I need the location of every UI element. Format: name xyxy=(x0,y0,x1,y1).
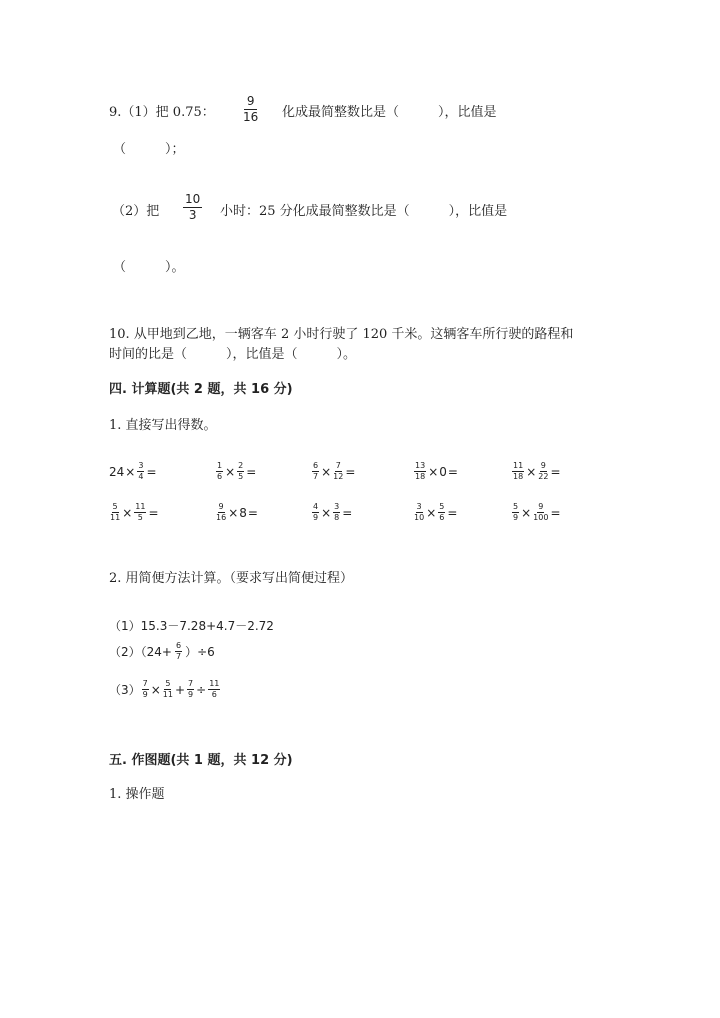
fraction-denominator: 5 xyxy=(137,513,143,522)
equals-sign: = xyxy=(345,464,356,479)
fraction-numerator: 5 xyxy=(439,502,445,511)
expr-3 xyxy=(109,680,221,699)
fraction-denominator: 5 xyxy=(238,472,244,481)
expr-2-fraction xyxy=(175,642,182,661)
expr-2-prefix: （2）（24+ xyxy=(109,645,172,659)
equals-sign: = xyxy=(550,464,561,479)
fraction-numerator: 2 xyxy=(238,461,244,470)
q9-p2-fraction xyxy=(182,193,203,221)
q9-p1-fraction xyxy=(242,95,259,123)
section4-q2-title: 2. 用简便方法计算。（要求写出简便过程） xyxy=(109,571,354,586)
fraction-denominator: 9 xyxy=(513,513,519,522)
fraction-numerator: 9 xyxy=(244,95,258,110)
fraction xyxy=(216,503,226,522)
expr-1: （1）15.3－7.28+4.7－2.72 xyxy=(109,619,274,633)
expr-3-body xyxy=(141,680,222,699)
calc-item xyxy=(413,462,459,481)
expr-3-label: （3） xyxy=(109,683,141,697)
fraction xyxy=(208,680,220,699)
fraction-denominator: 9 xyxy=(313,513,319,522)
fraction-denominator: 11 xyxy=(162,690,173,699)
fraction-denominator: 16 xyxy=(243,110,259,124)
q10-line1: 10. 从甲地到乙地，一辆客车 2 小时行驶了 120 千米。这辆客车所行驶的路程和 xyxy=(109,327,574,342)
operator-sign: ÷ xyxy=(196,682,207,697)
fraction-denominator: 10 xyxy=(414,513,425,522)
q9-p2-suffix: 小时：25 分化成最简整数比是（ ），比值是 xyxy=(220,204,508,219)
calc-item xyxy=(109,462,158,481)
fraction xyxy=(134,503,146,522)
calc-item xyxy=(413,503,458,522)
fraction xyxy=(110,503,120,522)
fraction xyxy=(237,462,244,481)
times-sign: × xyxy=(125,464,136,479)
fraction-numerator: 6 xyxy=(313,461,319,470)
expr-2-suffix: ）÷6 xyxy=(185,645,215,659)
fraction-numerator: 9 xyxy=(540,461,546,470)
equals-sign: = xyxy=(148,505,159,520)
calc-tail-number: 8 xyxy=(239,505,247,520)
times-sign: × xyxy=(321,505,332,520)
times-sign: × xyxy=(426,505,437,520)
calc-item xyxy=(215,462,257,481)
fraction-numerator: 10 xyxy=(185,192,201,206)
fraction-numerator: 5 xyxy=(165,679,171,688)
fraction xyxy=(512,462,524,481)
equals-sign: = xyxy=(447,505,458,520)
fraction-numerator: 3 xyxy=(416,502,422,511)
times-sign: × xyxy=(521,505,532,520)
calc-item xyxy=(511,462,562,481)
fraction-denominator: 9 xyxy=(142,690,148,699)
fraction-numerator: 7 xyxy=(188,679,194,688)
q9-p1-prefix: 9.（1）把 0.75： xyxy=(109,105,215,120)
fraction-numerator: 1 xyxy=(217,461,223,470)
fraction xyxy=(512,503,519,522)
q9-p2-prefix: （2）把 xyxy=(112,204,160,219)
fraction-denominator: 18 xyxy=(513,472,524,481)
q9-p1-suffix: 化成最简整数比是（ ），比值是 xyxy=(282,105,497,120)
fraction-numerator: 9 xyxy=(538,502,544,511)
fraction-numerator: 7 xyxy=(335,461,341,470)
calc-item xyxy=(511,503,562,522)
fraction-numerator: 11 xyxy=(135,502,146,511)
equals-sign: = xyxy=(550,505,561,520)
calc-item xyxy=(311,503,353,522)
times-sign: × xyxy=(122,505,133,520)
fraction-denominator: 6 xyxy=(211,690,217,699)
fraction-denominator: 9 xyxy=(188,690,194,699)
fraction xyxy=(533,503,548,522)
fraction-numerator: 6 xyxy=(175,641,182,650)
operator-sign: + xyxy=(174,682,186,697)
fraction-denominator: 16 xyxy=(216,513,227,522)
fraction-denominator: 6 xyxy=(217,472,223,481)
fraction xyxy=(414,462,426,481)
fraction xyxy=(333,503,340,522)
equals-sign: = xyxy=(342,505,353,520)
calc-item xyxy=(215,503,259,522)
fraction xyxy=(216,462,223,481)
fraction xyxy=(333,462,343,481)
fraction xyxy=(414,503,424,522)
expr-2 xyxy=(109,642,215,661)
fraction-denominator: 12 xyxy=(333,472,344,481)
fraction-numerator: 4 xyxy=(313,502,319,511)
fraction xyxy=(187,680,194,699)
fraction xyxy=(163,680,173,699)
fraction-numerator: 9 xyxy=(218,502,224,511)
fraction-numerator: 13 xyxy=(415,461,426,470)
fraction-denominator: 100 xyxy=(533,513,549,522)
fraction xyxy=(438,503,445,522)
fraction-denominator: 7 xyxy=(175,652,182,661)
calc-item xyxy=(311,462,356,481)
equals-sign: = xyxy=(246,464,257,479)
calc-item xyxy=(109,503,160,522)
fraction-numerator: 3 xyxy=(138,461,144,470)
fraction-numerator: 5 xyxy=(112,502,118,511)
fraction-denominator: 18 xyxy=(415,472,426,481)
times-sign: × xyxy=(225,464,236,479)
times-sign: × xyxy=(428,464,439,479)
fraction xyxy=(312,503,319,522)
equals-sign: = xyxy=(146,464,157,479)
fraction-denominator: 6 xyxy=(439,513,445,522)
section5-q1-title: 1. 操作题 xyxy=(109,787,165,802)
fraction-numerator: 5 xyxy=(513,502,519,511)
calc-tail-number: 0 xyxy=(439,464,447,479)
equals-sign: = xyxy=(247,505,258,520)
section5-title: 五. 作图题(共 1 题，共 12 分) xyxy=(109,753,293,768)
section4-q1-title: 1. 直接写出得数。 xyxy=(109,418,217,433)
fraction-denominator: 8 xyxy=(334,513,340,522)
q9-p2-blank: （ ）。 xyxy=(113,260,185,275)
fraction-numerator: 11 xyxy=(513,461,524,470)
fraction-numerator: 3 xyxy=(334,502,340,511)
fraction xyxy=(137,462,144,481)
equals-sign: = xyxy=(447,464,458,479)
q10-line2: 时间的比是（ ），比值是（ ）。 xyxy=(109,347,357,362)
fraction-numerator: 7 xyxy=(142,679,148,688)
fraction-denominator: 22 xyxy=(538,472,549,481)
fraction xyxy=(538,462,548,481)
times-sign: × xyxy=(526,464,537,479)
q9-p1-blank: （ ）； xyxy=(113,142,185,157)
fraction-numerator: 11 xyxy=(209,679,220,688)
fraction-denominator: 11 xyxy=(110,513,121,522)
times-sign: × xyxy=(321,464,332,479)
calc-lead-number: 24 xyxy=(109,464,125,479)
fraction xyxy=(312,462,319,481)
fraction-denominator: 4 xyxy=(138,472,144,481)
operator-sign: × xyxy=(150,682,161,697)
times-sign: × xyxy=(228,505,239,520)
section4-title: 四. 计算题(共 2 题，共 16 分) xyxy=(109,382,293,397)
fraction xyxy=(142,680,149,699)
fraction-denominator: 3 xyxy=(188,208,197,222)
fraction-denominator: 7 xyxy=(313,472,319,481)
